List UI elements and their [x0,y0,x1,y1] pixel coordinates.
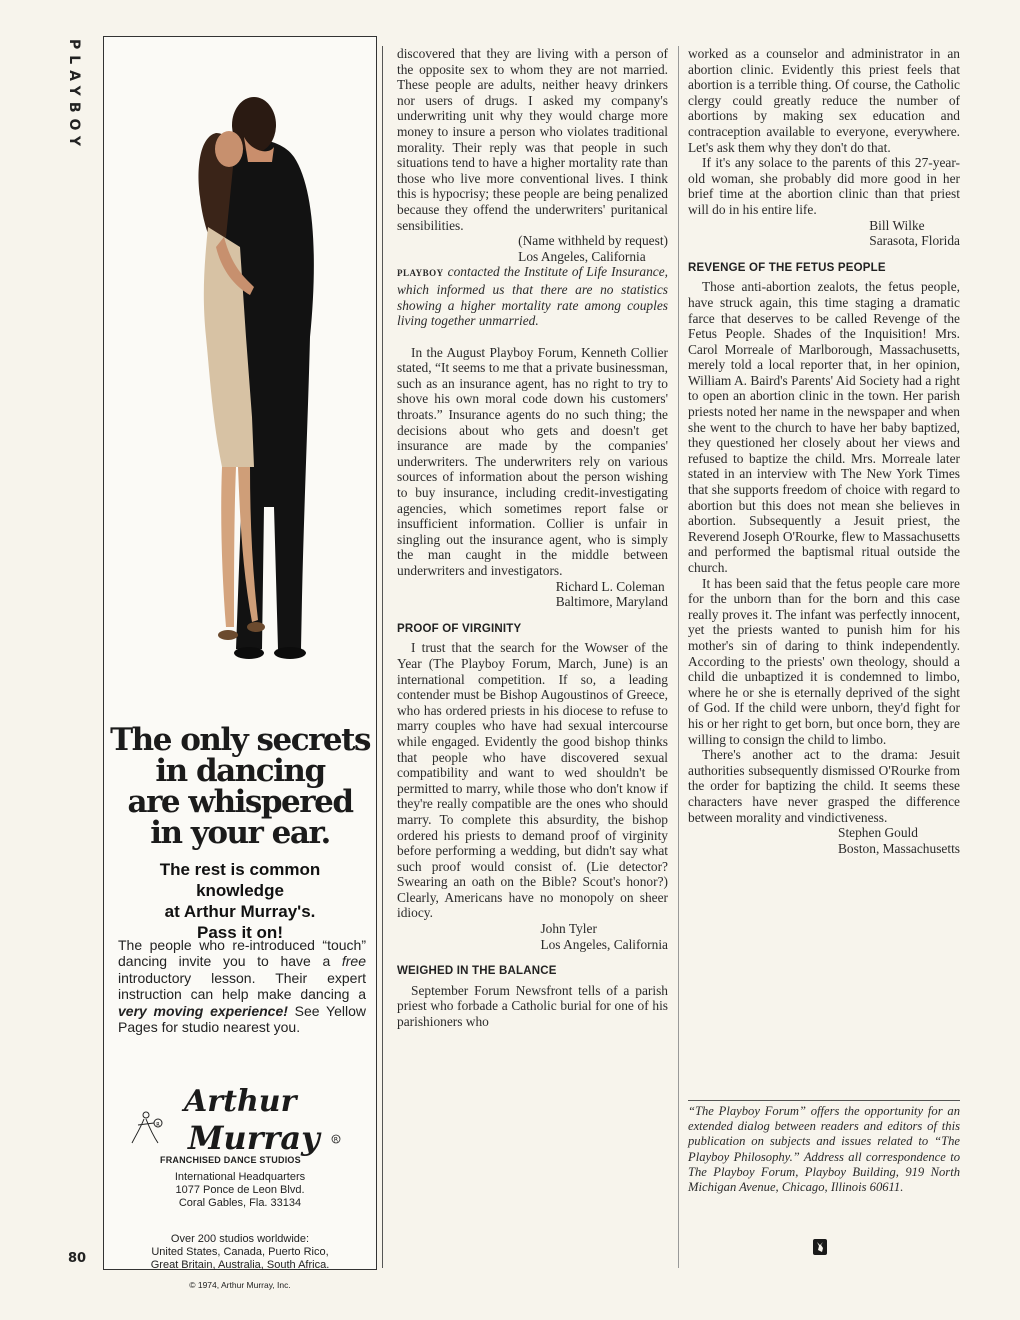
studios-line: Over 200 studios worldwide: [170,1233,310,1245]
letter-paragraph: It has been said that the fetus people care more for the unborn than for the born and this case really proves it. The infant was perfectly innocent, yet the priests wanted to punish him for his mother's sin of daring to think independently. According to the priests' own theology, should a child die unbaptized it is condemned to limbo, where he or she is eternally deprived of the sight of God. If the child were unborn, they'd fight for his or her right to get born, but once born, they are willing to consign the child to limbo. [688,575,960,747]
ad-headline [104,722,376,851]
logo-arthur-text: Arthur [184,1084,297,1119]
ad-headline-line: in dancing [155,753,325,789]
forum-column-2 [397,46,668,1030]
rabbit-head-icon [813,1239,827,1255]
letter-paragraph: September Forum Newsfront tells of a parish priest who forbade a Catholic burial for one of his parishioners who [397,982,668,1030]
ad-subhead-line: Pass it on! [197,923,283,942]
ad-headline-line: are whispered [127,784,353,820]
hq-line: Coral Gables, Fla. 33134 [178,1197,302,1209]
ad-body-text: The people who re-introduced “touch” dancing invite you to have a free introductory lesson. Their expert instruction can help make dancing a very moving experience! See Yellow Pages for studio nearest you. [118,937,366,1036]
page-number: 80 [68,1251,87,1266]
logo-murray-text: Murray [188,1119,320,1157]
editor-note: PLAYBOY contacted the Institute of Life Insurance, which informed us that there are no statistics showing a higher mortality rate among couples living together unmarried. [397,264,668,329]
section-heading: PROOF OF VIRGINITY [397,622,522,635]
letter-paragraph: In the August Playboy Forum, Kenneth Collier stated, “It seems to me that a private businessman, such as an insurance agent, has no right to try to shove his own moral code down his customers' throats.” Insurance agents do no such thing; the decisions about who gets and doesn't get insurance are made by the companies' underwriters. The underwriters rely on various sources of information about the person wishing to buy insurance, including credit-investigating agencies, which sometimes report false or insufficient information. Collier is unfair in singling out the insurance agent, who is simply the man caught in the middle between underwriters and investigators. [397,344,668,578]
letter-signature: Stephen Gould Boston, Massachusetts [838,825,960,856]
letter-signature: John Tyler Los Angeles, California [540,921,668,952]
letter-paragraph: There's another act to the drama: Jesuit authorities subsequently dismissed O'Rourke from the order for baptizing the child. It seems these characters have never grasped the difference between morality and vindictiveness. [688,747,960,825]
section-heading: WEIGHED IN THE BALANCE [397,965,557,978]
footer-rule [688,1100,960,1101]
letter-signature: Richard L. Coleman Baltimore, Maryland [555,578,668,610]
column-divider [678,46,679,1268]
arthur-murray-logo [124,1077,364,1167]
hq-line: International Headquarters [174,1171,306,1183]
letter-signature: (Name withheld by request) Los Angeles, California [518,233,668,264]
forum-column-3 [688,46,960,856]
magazine-running-title: PLAYBOY [66,39,82,153]
studios-line: Great Britain, Australia, South Africa. [150,1259,330,1271]
hq-line: 1077 Ponce de Leon Blvd. [175,1184,305,1196]
letter-paragraph: I trust that the search for the Wowser of the Year (The Playboy Forum, March, June) is an international competition. If so, a leading contender must be Bishop Augoustinos of Greece, who has ordered priests in his diocese to refuse to marry couples who have had sexual intercourse while engaged. Evidently the good bishop thinks that people who have discovered sexual compatibility and want to wed shouldn't be permitted to marry, while those who don't know if they're really compatible are the ones who should marry. To complete this absurdity, the bishop ordered his priests to demand proof of virginity before performing a wedding, but didn't say what such proof would consist of. (Lie detector? Swearing an oath on the Bible? Scout's honor?) Clearly, Americans have no monopoly on sheer idiocy. [397,640,668,921]
letter-paragraph: worked as a counselor and administrator in an abortion clinic. Evidently this priest feels that abortion is a terrible thing. Of course, the Catholic clergy could greatly reduce the number of abortions by making sex education and contraception available to everyone, everywhere. Let's ask them why they don't do that. [688,46,960,155]
letter-paragraph: Those anti-abortion zealots, the fetus people, have struck again, this time staging a dramatic farce that deserves to be called Revenge of the Fetus People. Shades of the Inquisition! Mrs. Carol Morreale of Marlborough, Massachusetts, merely told a local reporter that, in her opinion, William A. Baird's Parents' Aid Society had a right to open an abortion clinic in the town. Her parish priests noted her name in the newspaper and when she went to the church to have her baby baptized, they questioned her closely about her views and refused to baptize the child. Mrs. Morreale later stated in an interview with The New York Times that she supports freedom of choice with regard to abortion but this does not mean she believes in abortion. Subsequently a Jesuit priest, the Reverend Joseph O'Rourke, flew to Massachusetts and performed the baptismal ritual outside the church. [688,279,960,575]
studios-worldwide [104,1233,376,1272]
arthur-murray-advertisement [103,36,377,1290]
dancers-logo-icon [124,1077,364,1157]
column-divider [382,46,383,1268]
ad-subhead-line: at Arthur Murray's. [164,902,316,921]
forum-footer-note [688,1104,960,1195]
letter-paragraph: If it's any solace to the parents of this 27-year-old woman, she probably did more good in her brief time at the abortion clinic than that priest will do in his entire life. [688,155,960,217]
ad-subheadline [114,859,366,943]
headquarters-address [104,1171,376,1210]
section-heading: REVENGE OF THE FETUS PEOPLE [688,261,886,274]
letter-paragraph: discovered that they are living with a person of the opposite sex to whom they are not married. These people are adults, neither heavy drinkers nor users of drugs. I asked my company's underwriting unit why they would charge more money to insure a person who violates traditional morality. Their reply was that people in such situations tend to have a higher mortality rate than those who live more conventional lives. I think this is hypocrisy; these people are being penalized because they offend the underwriters' puritanical sensibilities. [397,46,668,233]
dancing-couple-photo [104,37,376,677]
letter-signature: Bill Wilke Sarasota, Florida [869,217,960,249]
logo-subtitle: FRANCHISED DANCE STUDIOS [160,1155,301,1165]
ad-copyright: © 1974, Arthur Murray, Inc. [189,1280,291,1290]
svg-text:R: R [156,1122,160,1128]
svg-text:R: R [333,1136,339,1144]
ad-headline-line: The only secrets [110,722,370,758]
ad-subhead-line: The rest is common knowledge [159,860,321,900]
forum-footer-text: “The Playboy Forum” offers the opportunity for an extended dialog between readers and editors of this publication on subjects and issues related to “The Playboy Philosophy.” Address all correspondence to The Playboy Forum, Playboy Building, 919 North Michigan Avenue, Chicago, Illinois 60611. [688,1104,960,1195]
studios-line: United States, Canada, Puerto Rico, [151,1246,329,1258]
ad-headline-line: in your ear. [150,815,330,851]
